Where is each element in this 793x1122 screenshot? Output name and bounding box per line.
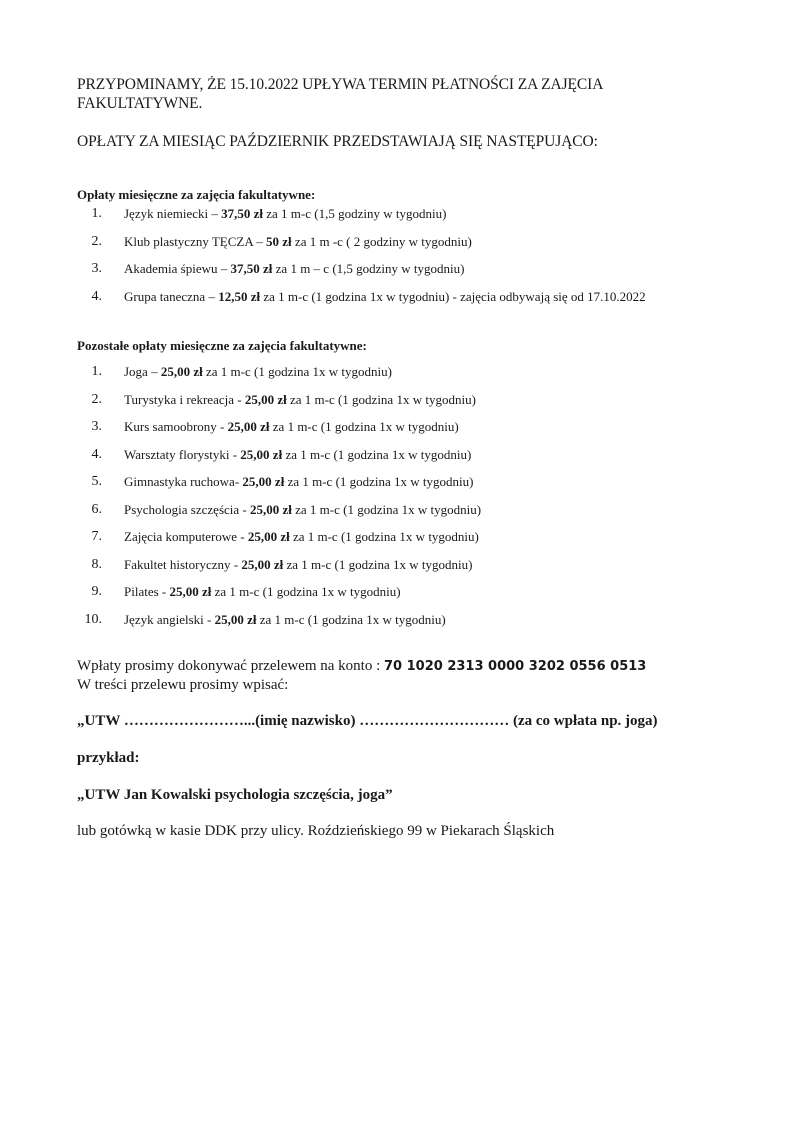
activity-price: 37,50 zł xyxy=(221,206,263,221)
activity-price: 25,00 zł xyxy=(244,391,287,407)
list-item-text xyxy=(124,502,481,518)
activity-price: 25,00 zł xyxy=(242,474,285,489)
list-item-number: 10. xyxy=(84,611,102,627)
transfer-instruction xyxy=(77,657,646,676)
list-item-text xyxy=(124,474,474,490)
activity-schedule: za 1 m – c (1,5 godziny w tygodniu) xyxy=(272,261,465,276)
list-item-number: 2. xyxy=(91,233,102,249)
transfer-title-template: „UTW ……………………...(imię nazwisko) ………………………… (za co wpłata np. joga) xyxy=(77,713,658,729)
list-item-text xyxy=(124,392,476,408)
fee-list-item xyxy=(77,501,482,529)
list-item-text xyxy=(124,529,479,545)
activity-name: Klub plastyczny TĘCZA – xyxy=(124,233,267,249)
activity-price: 25,00 zł xyxy=(160,364,203,379)
activity-price: 25,00 zł xyxy=(240,446,283,462)
reminder-line-2: FAKULTATYWNE. xyxy=(77,95,203,112)
list-item-number: 6. xyxy=(91,501,102,517)
cash-payment-note: lub gotówką w kasie DDK przy ulicy. Roździeńskiego 99 w Piekarach Śląskich xyxy=(77,823,555,839)
activity-schedule: za 1 m-c (1 godzina 1x w tygodniu) xyxy=(284,474,474,489)
activity-name: Język angielski - xyxy=(124,611,215,627)
activity-price: 25,00 zł xyxy=(169,584,212,599)
activity-schedule: za 1 m-c (1 godzina 1x w tygodniu) xyxy=(283,556,473,572)
section-other-fees-title: Pozostałe opłaty miesięczne za zajęcia fakultatywne: xyxy=(77,338,367,353)
fee-list-item xyxy=(77,446,472,474)
activity-schedule: za 1 m-c (1 godzina 1x w tygodniu) xyxy=(291,501,482,517)
activity-name: Zajęcia komputerowe - xyxy=(124,529,248,544)
list-item-number: 1. xyxy=(91,364,102,379)
fee-list-item xyxy=(77,391,476,419)
activity-name: Kurs samoobrony - xyxy=(124,419,228,434)
list-item-text xyxy=(124,557,472,573)
activity-name: Język niemiecki – xyxy=(124,206,222,221)
list-item-number: 4. xyxy=(91,288,102,304)
fee-list-item xyxy=(77,556,473,584)
list-item-text xyxy=(124,364,392,380)
activity-name: Joga – xyxy=(124,364,161,379)
activity-schedule: za 1 m-c (1 godzina 1x w tygodniu) xyxy=(286,391,476,407)
list-item-number: 3. xyxy=(91,419,102,434)
activity-schedule: za 1 m -c ( 2 godziny w tygodniu) xyxy=(291,233,472,249)
list-item-number: 3. xyxy=(91,261,102,276)
transfer-text: Wpłaty prosimy dokonywać przelewem na konto : xyxy=(77,658,385,674)
fee-list-item xyxy=(77,260,465,288)
fee-list-item xyxy=(77,611,446,639)
transfer-title-instruction: W treści przelewu prosimy wpisać: xyxy=(77,677,289,693)
activity-schedule: za 1 m-c (1 godzina 1x w tygodniu) xyxy=(256,611,446,627)
fee-list-item xyxy=(77,418,459,446)
list-item-text xyxy=(124,584,401,600)
list-item-text xyxy=(124,206,446,222)
activity-schedule: za 1 m-c (1 godzina 1x w tygodniu) xyxy=(211,584,401,599)
list-item-text xyxy=(124,612,446,628)
fee-list-item xyxy=(77,288,646,316)
activity-schedule: za 1 m-c (1 godzina 1x w tygodniu) xyxy=(282,446,472,462)
bank-account-number: 70 1020 2313 0000 3202 0556 0513 xyxy=(384,659,647,674)
fee-list-item xyxy=(77,583,401,611)
activity-price: 25,00 zł xyxy=(227,419,270,434)
activity-name: Turystyka i rekreacja - xyxy=(124,391,245,407)
reminder-line-1: PRZYPOMINAMY, ŻE 15.10.2022 UPŁYWA TERMIN PŁATNOŚCI ZA ZAJĘCIA xyxy=(77,76,604,93)
activity-name: Akademia śpiewu – xyxy=(124,261,231,276)
activity-name: Warsztaty florystyki - xyxy=(124,446,241,462)
other-fees-list xyxy=(77,363,482,638)
list-item-text xyxy=(124,289,646,305)
list-item-text xyxy=(124,261,464,277)
activity-price: 25,00 zł xyxy=(247,529,290,544)
payment-deadline-reminder xyxy=(77,75,677,113)
activity-name: Fakultet historyczny - xyxy=(124,556,242,572)
activity-name: Psychologia szczęścia - xyxy=(124,501,250,517)
list-item-number: 4. xyxy=(91,446,102,462)
fee-list-item xyxy=(77,363,392,391)
activity-price: 25,00 zł xyxy=(249,501,292,517)
activity-price: 12,50 zł xyxy=(218,288,261,304)
activity-schedule: za 1 m-c (1 godzina 1x w tygodniu) xyxy=(269,419,459,434)
list-item-text xyxy=(124,447,471,463)
list-item-number: 7. xyxy=(91,529,102,544)
list-item-number: 1. xyxy=(91,206,102,221)
section-monthly-fees-title: Opłaty miesięczne za zajęcia fakultatywne: xyxy=(77,187,316,202)
activity-name: Gimnastyka ruchowa- xyxy=(124,474,243,489)
activity-schedule: za 1 m-c (1 godzina 1x w tygodniu) xyxy=(289,529,479,544)
fee-list-item xyxy=(77,473,474,501)
monthly-fees-list xyxy=(77,205,646,315)
list-item-text xyxy=(124,234,472,250)
fee-list-item xyxy=(77,205,447,233)
list-item-number: 9. xyxy=(91,584,102,599)
activity-name: Pilates - xyxy=(124,584,170,599)
fee-list-item xyxy=(77,233,472,261)
list-item-number: 5. xyxy=(91,474,102,489)
fee-list-item xyxy=(77,528,479,556)
activity-price: 25,00 zł xyxy=(214,611,257,627)
example-transfer-title: „UTW Jan Kowalski psychologia szczęścia, joga” xyxy=(77,787,393,803)
list-item-text xyxy=(124,419,459,435)
list-item-number: 2. xyxy=(91,391,102,407)
activity-schedule: za 1 m-c (1 godzina 1x w tygodniu) xyxy=(202,364,392,379)
activity-name: Grupa taneczna – xyxy=(124,288,219,304)
activity-schedule: za 1 m-c (1,5 godziny w tygodniu) xyxy=(263,206,447,221)
list-item-number: 8. xyxy=(91,556,102,572)
activity-price: 25,00 zł xyxy=(241,556,284,572)
activity-price: 37,50 zł xyxy=(230,261,273,276)
activity-schedule: za 1 m-c (1 godzina 1x w tygodniu) - zajęcia odbywają się od 17.10.2022 xyxy=(260,288,646,304)
activity-price: 50 zł xyxy=(266,233,292,249)
fees-intro-heading: OPŁATY ZA MIESIĄC PAŹDZIERNIK PRZEDSTAWIAJĄ SIĘ NASTĘPUJĄCO: xyxy=(77,133,598,150)
example-label: przykład: xyxy=(77,750,140,766)
